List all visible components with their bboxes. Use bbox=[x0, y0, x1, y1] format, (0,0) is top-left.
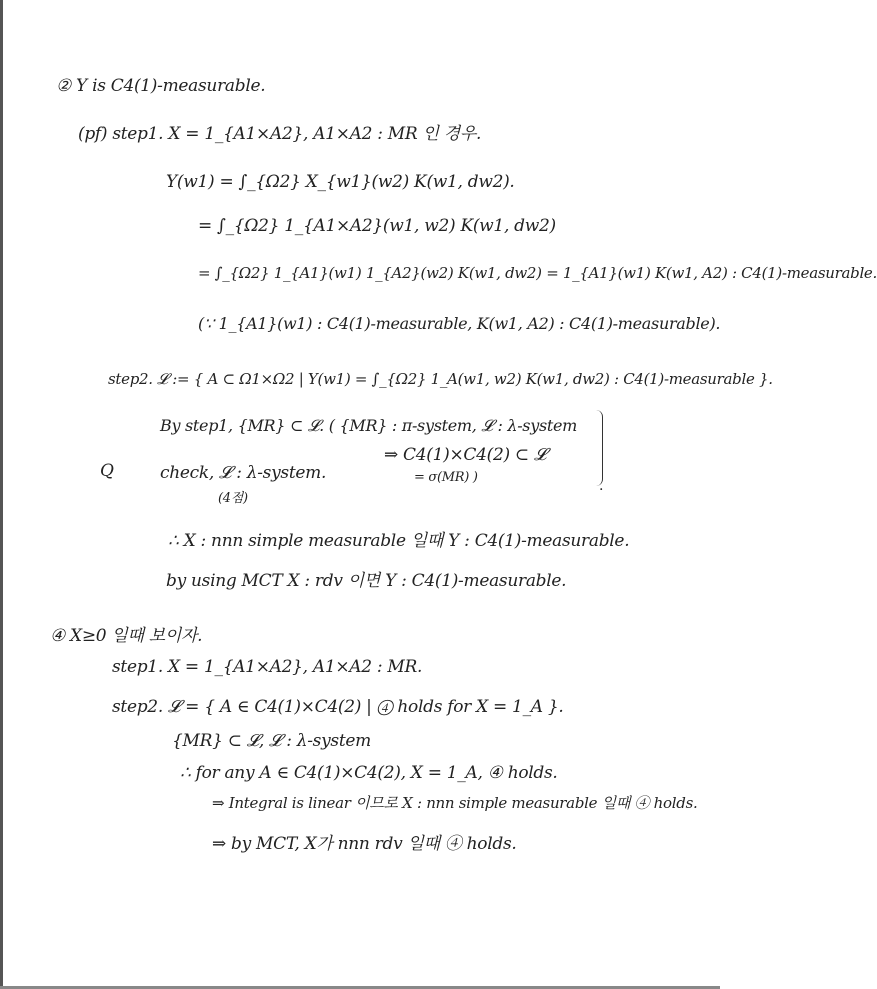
line-check-lambda: check, 𝓛 : λ-system. bbox=[160, 463, 327, 483]
line-proof-step1: (pf) step1. X = 1_{A1×A2}, A1×A2 : MR 인 경우. bbox=[78, 124, 482, 144]
bracket bbox=[596, 410, 603, 486]
line-integral-indicator: = ∫_{Ω2} 1_{A1×A2}(w1, w2) K(w1, dw2) bbox=[198, 216, 556, 236]
line-by-mct-holds: ⇒ by MCT, X가 nnn rdv 일때 ④ holds. bbox=[212, 834, 517, 854]
line-points: (4점) bbox=[218, 491, 248, 506]
line-by-step1: By step1, {MR} ⊂ 𝓛. ( {MR} : π-system, 𝓛 : λ-system bbox=[160, 416, 578, 435]
line-q-mark: Q bbox=[100, 461, 114, 481]
line-step1-b: step1. X = 1_{A1×A2}, A1×A2 : MR. bbox=[112, 657, 423, 677]
line-simple-measurable: ∴ X : nnn simple measurable 일때 Y : C4(1)-measurable. bbox=[168, 531, 630, 551]
line-step2-b: step2. 𝓛 = { A ∈ C4(1)×C4(2) | ④ holds for X = 1_A }. bbox=[112, 697, 564, 717]
line-integral-product: = ∫_{Ω2} 1_{A1}(w1) 1_{A2}(w2) K(w1, dw2) = 1_{A1}(w1) K(w1, A2) : C4(1)-measurable. bbox=[198, 264, 877, 282]
line-step2-lambda: step2. 𝓛 := { A ⊂ Ω1×Ω2 | Y(w1) = ∫_{Ω2} 1_A(w1, w2) K(w1, dw2) : C4(1)-measurable }. bbox=[108, 370, 773, 388]
line-sigma-mr: = σ(MR) ) bbox=[414, 470, 478, 485]
page-edge bbox=[0, 0, 3, 989]
line-integral-linear: ⇒ Integral is linear 이므로 X : nnn simple measurable 일때 ④ holds. bbox=[212, 794, 698, 812]
line-mr-subset: {MR} ⊂ 𝓛, 𝓛 : λ-system bbox=[172, 731, 371, 751]
line-for-any: ∴ for any A ∈ C4(1)×C4(2), X = 1_A, ④ holds. bbox=[180, 763, 558, 783]
line-reason: (∵ 1_{A1}(w1) : C4(1)-measurable, K(w1, A2) : C4(1)-measurable). bbox=[198, 314, 721, 333]
line-claim-2: ② Y is C4(1)-measurable. bbox=[56, 76, 266, 96]
end-dot: . bbox=[599, 478, 604, 494]
line-y-definition: Y(w1) = ∫_{Ω2} X_{w1}(w2) K(w1, dw2). bbox=[166, 172, 515, 192]
line-implies-product: ⇒ C4(1)×C4(2) ⊂ 𝓛 bbox=[384, 445, 547, 465]
line-by-mct: by using MCT X : rdv 이면 Y : C4(1)-measurable. bbox=[166, 571, 567, 591]
line-claim-4: ④ X≥0 일때 보이자. bbox=[50, 626, 203, 646]
